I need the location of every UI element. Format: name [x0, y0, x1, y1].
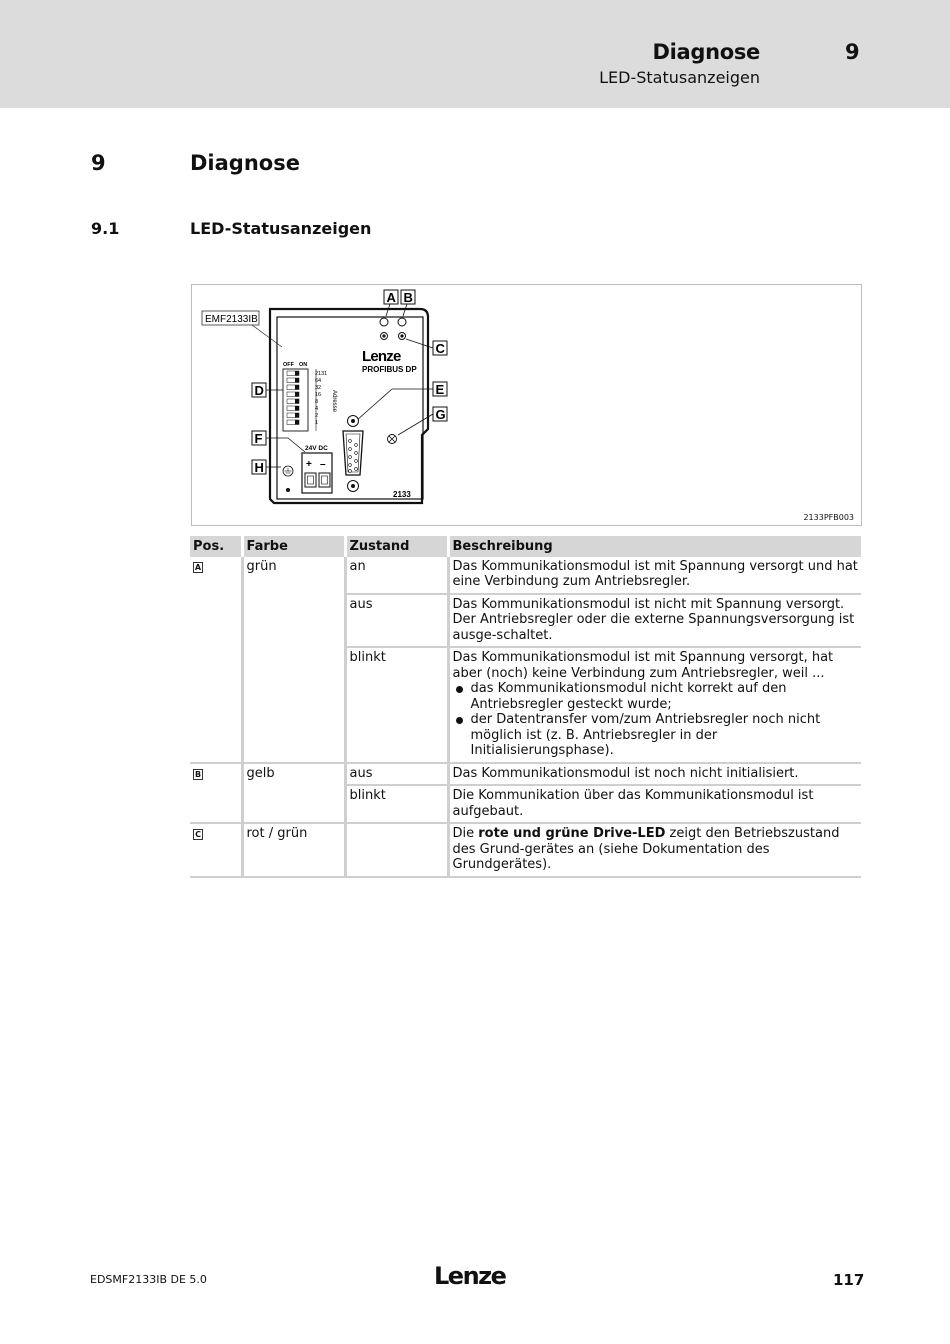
- list-item: der Datentransfer vom/zum Antriebsregler noch nicht möglich ist (z. B. Antriebsregler in der Initialisierungsphase).: [471, 712, 859, 759]
- zustand-cell: blinkt: [345, 785, 448, 823]
- dip-switch-knob: [295, 385, 299, 390]
- dip-value: 32: [315, 385, 322, 391]
- beschreibung-cell: [448, 823, 861, 877]
- connector-pin: [349, 456, 352, 459]
- connector-pin: [355, 460, 358, 463]
- led-status-table: [190, 536, 861, 878]
- zustand-cell: [345, 823, 448, 877]
- zustand-cell: blinkt: [345, 647, 448, 763]
- col-farbe: Farbe: [242, 536, 345, 557]
- model-number: 2133: [393, 490, 411, 499]
- zustand-cell: aus: [345, 594, 448, 648]
- footer-document-id: EDSMF2133IB DE 5.0: [90, 1273, 207, 1286]
- pos-key-a: A: [194, 562, 202, 572]
- marker-c: C: [435, 341, 445, 356]
- beschreibung-cell: Das Kommunikationsmodul ist noch nicht initialisiert.: [448, 763, 861, 786]
- zustand-cell: aus: [345, 763, 448, 786]
- section-title: Diagnose: [190, 151, 300, 175]
- power-plus: +: [306, 459, 312, 470]
- farbe-cell: rot / grün: [242, 823, 345, 877]
- connector-pin: [349, 440, 352, 443]
- figure-reference: 2133PFB003: [803, 513, 854, 522]
- doc-label: EMF2133IB: [205, 314, 258, 325]
- marker-b: B: [403, 290, 413, 305]
- pos-key-c: C: [193, 829, 203, 840]
- table-row: [190, 823, 861, 877]
- subsection-title: LED-Statusanzeigen: [190, 219, 372, 238]
- dip-switch-knob: [295, 378, 299, 383]
- device-bus: PROFIBUS DP: [362, 365, 417, 374]
- col-beschreibung: Beschreibung: [448, 536, 861, 557]
- connector-pin: [349, 448, 352, 451]
- beschreibung-cell: Das Kommunikationsmodul ist mit Spannung versorgt und hat eine Verbindung zum Antriebsregler.: [448, 557, 861, 594]
- dip-value: 1: [315, 420, 319, 426]
- dip-caption: Adresse: [331, 390, 337, 413]
- device-brand: Lenze: [362, 348, 401, 365]
- dip-on: ON: [299, 362, 308, 368]
- col-pos: Pos.: [190, 536, 242, 557]
- col-zustand: Zustand: [345, 536, 448, 557]
- marker-g: G: [435, 407, 446, 422]
- table-header-row: [190, 536, 861, 557]
- footer-logo: Lenze: [434, 1262, 506, 1290]
- dip-switch-knob: [295, 392, 299, 397]
- table-row: [190, 763, 861, 786]
- farbe-cell: gelb: [242, 763, 345, 824]
- device-drawing: [192, 285, 861, 525]
- connector-pin: [355, 468, 358, 471]
- dip-switch-knob: [295, 399, 299, 404]
- dip-value: 2131: [315, 371, 328, 377]
- zustand-cell: an: [345, 557, 448, 594]
- farbe-cell: grün: [242, 557, 345, 763]
- desc-pre: Die: [452, 826, 479, 841]
- dip-switch-knob: [295, 420, 299, 425]
- marker-d: D: [254, 383, 264, 398]
- table-row: [190, 557, 861, 594]
- dip-off: OFF: [283, 362, 294, 368]
- marker-a: A: [386, 290, 396, 305]
- beschreibung-cell: Die Kommunikation über das Kommunikationsmodul ist aufgebaut.: [448, 785, 861, 823]
- led-b: [398, 318, 406, 326]
- section-number: 9: [91, 151, 106, 175]
- connector-pin: [349, 464, 352, 467]
- dip-value: 4: [315, 406, 319, 412]
- beschreibung-text: Das Kommunikationsmodul ist mit Spannung versorgt, hat aber (noch) keine Verbindung zum Antriebsregler, weil ...: [452, 650, 834, 681]
- beschreibung-cell: [448, 647, 861, 763]
- connector-pin: [349, 470, 352, 473]
- header-title: Diagnose: [652, 40, 760, 64]
- dip-switch-knob: [295, 406, 299, 411]
- power-label: 24V DC: [305, 445, 328, 452]
- header-chapter-number: 9: [845, 40, 860, 64]
- marker-e: E: [435, 382, 445, 397]
- dip-switch-knob: [295, 413, 299, 418]
- dip-value: 64: [315, 378, 322, 384]
- dip-switch-knob: [295, 371, 299, 376]
- desc-post: zeigt den Betriebszustand des Grund-gerätes an (siehe Dokumentation des Grundgerätes).: [452, 826, 840, 872]
- device-figure: [191, 284, 862, 526]
- marker-h: H: [254, 460, 264, 475]
- beschreibung-cell: Das Kommunikationsmodul ist nicht mit Spannung versorgt. Der Antriebsregler oder die externe Spannungsversorgung ist ausge-schaltet.: [448, 594, 861, 648]
- page-number: 117: [833, 1271, 865, 1289]
- pos-key-b: B: [194, 769, 202, 779]
- header-subtitle: LED-Statusanzeigen: [599, 68, 760, 87]
- led-a: [380, 318, 388, 326]
- marker-f: F: [254, 431, 263, 446]
- connector-pin: [355, 452, 358, 455]
- list-item: das Kommunikationsmodul nicht korrekt auf den Antriebsregler gesteckt wurde;: [471, 681, 859, 712]
- connector-pin: [355, 444, 358, 447]
- header-band: [0, 0, 950, 108]
- desc-bold: rote und grüne Drive-LED: [478, 826, 666, 841]
- reason-list: [453, 681, 859, 759]
- dip-value: 2: [315, 413, 319, 419]
- power-minus: –: [320, 459, 326, 470]
- dip-value: 16: [315, 392, 322, 398]
- subsection-number: 9.1: [91, 219, 120, 238]
- dip-value: 8: [315, 399, 319, 405]
